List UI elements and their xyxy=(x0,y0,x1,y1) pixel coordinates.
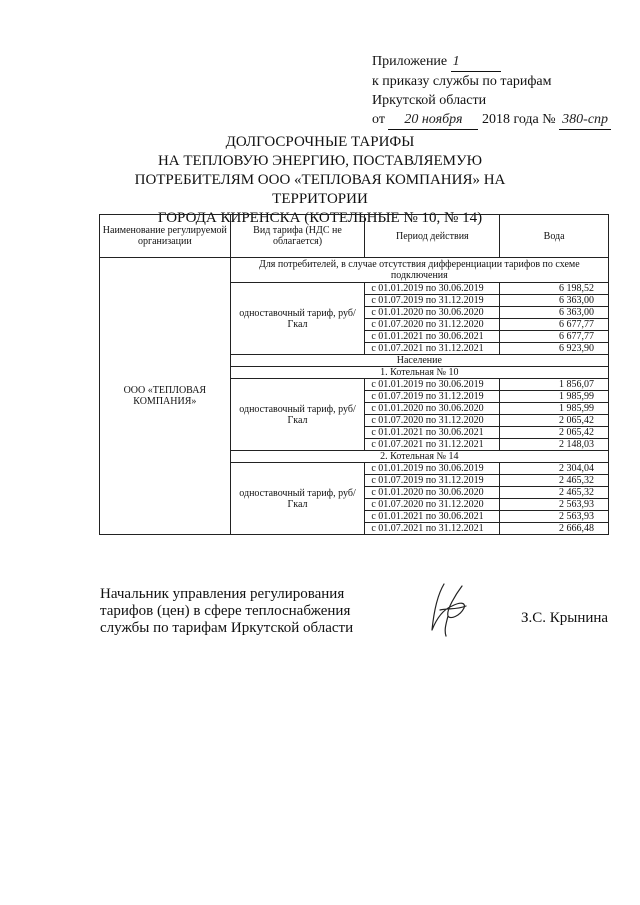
value-cell: 2 465,32 xyxy=(500,487,609,499)
order-number-handwritten: 380-спр xyxy=(559,110,611,130)
value-cell: 2 304,04 xyxy=(500,463,609,475)
order-date-handwritten: 20 ноября xyxy=(388,110,478,130)
value-cell: 6 677,77 xyxy=(500,319,609,331)
table-header-row xyxy=(100,215,609,258)
value-cell: 6 677,77 xyxy=(500,331,609,343)
tariff-type-cell: одноставочный тариф, руб/Гкал xyxy=(230,379,365,451)
section-boiler-14: 2. Котельная № 14 xyxy=(230,451,608,463)
period-cell: с 01.01.2020 по 30.06.2020 xyxy=(365,487,500,499)
period-cell: с 01.01.2020 по 30.06.2020 xyxy=(365,307,500,319)
table-row xyxy=(100,258,609,283)
appendix-number-handwritten: 1 xyxy=(451,52,501,72)
appendix-line-2: к приказу службы по тарифам xyxy=(372,74,552,89)
signer-name: З.С. Крынина xyxy=(521,610,609,626)
appendix-line-1 xyxy=(372,52,611,72)
value-cell: 2 148,03 xyxy=(500,439,609,451)
title-line-2: НА ТЕПЛОВУЮ ЭНЕРГИЮ, ПОСТАВЛЯЕМУЮ xyxy=(157,153,483,169)
position-line-2: тарифов (цен) в сфере теплоснабжения xyxy=(100,603,351,619)
period-cell: с 01.07.2021 по 31.12.2021 xyxy=(365,523,500,535)
appendix-line-4 xyxy=(372,110,611,130)
period-cell: с 01.07.2019 по 31.12.2019 xyxy=(365,391,500,403)
from-label: от xyxy=(372,112,385,127)
handwritten-signature xyxy=(422,580,472,638)
position-line-1: Начальник управления регулирования xyxy=(100,586,345,602)
value-cell: 6 923,90 xyxy=(500,343,609,355)
value-cell: 2 563,93 xyxy=(500,511,609,523)
value-cell: 6 363,00 xyxy=(500,295,609,307)
title-line-1: ДОЛГОСРОЧНЫЕ ТАРИФЫ xyxy=(225,134,415,150)
period-cell: с 01.07.2021 по 31.12.2021 xyxy=(365,439,500,451)
header-water: Вода xyxy=(500,215,609,258)
value-cell: 2 065,42 xyxy=(500,415,609,427)
value-cell: 6 363,00 xyxy=(500,307,609,319)
tariffs-table xyxy=(99,214,609,535)
period-cell: с 01.07.2020 по 31.12.2020 xyxy=(365,319,500,331)
period-cell: с 01.07.2020 по 31.12.2020 xyxy=(365,415,500,427)
section-population: Население xyxy=(230,355,608,367)
signatory-position xyxy=(100,586,353,637)
period-cell: с 01.01.2020 по 30.06.2020 xyxy=(365,403,500,415)
period-cell: с 01.01.2019 по 30.06.2019 xyxy=(365,283,500,295)
period-cell: с 01.01.2021 по 30.06.2021 xyxy=(365,511,500,523)
period-cell: с 01.01.2019 по 30.06.2019 xyxy=(365,379,500,391)
period-cell: с 01.07.2021 по 31.12.2021 xyxy=(365,343,500,355)
period-cell: с 01.01.2021 по 30.06.2021 xyxy=(365,427,500,439)
header-period: Период действия xyxy=(365,215,500,258)
title-line-3: ПОТРЕБИТЕЛЯМ ООО «ТЕПЛОВАЯ КОМПАНИЯ» НА ТЕРРИТОРИИ xyxy=(134,172,506,207)
appendix-label: Приложение xyxy=(372,54,448,69)
period-cell: с 01.07.2019 по 31.12.2019 xyxy=(365,475,500,487)
value-cell: 2 065,42 xyxy=(500,427,609,439)
order-year-text: 2018 года № xyxy=(481,112,556,127)
section-no-differentiation: Для потребителей, в случае отсутствия дифференциации тарифов по схеме подключения xyxy=(230,258,608,283)
org-name-cell: ООО «ТЕПЛОВАЯ КОМПАНИЯ» xyxy=(100,258,231,535)
value-cell: 2 563,93 xyxy=(500,499,609,511)
title-line-4: ГОРОДА КИРЕНСКА (КОТЕЛЬНЫЕ № 10, № 14) xyxy=(157,210,483,226)
period-cell: с 01.07.2019 по 31.12.2019 xyxy=(365,295,500,307)
value-cell: 1 856,07 xyxy=(500,379,609,391)
value-cell: 1 985,99 xyxy=(500,403,609,415)
period-cell: с 01.07.2020 по 31.12.2020 xyxy=(365,499,500,511)
value-cell: 1 985,99 xyxy=(500,391,609,403)
section-boiler-10: 1. Котельная № 10 xyxy=(230,367,608,379)
value-cell: 2 465,32 xyxy=(500,475,609,487)
appendix-header xyxy=(372,52,611,130)
appendix-line-3: Иркутской области xyxy=(372,93,487,108)
period-cell: с 01.01.2019 по 30.06.2019 xyxy=(365,463,500,475)
header-org: Наименование регулируемой организации xyxy=(100,215,231,258)
value-cell: 6 198,52 xyxy=(500,283,609,295)
header-tariff-type: Вид тарифа (НДС не облагается) xyxy=(230,215,365,258)
tariff-type-cell: одноставочный тариф, руб/Гкал xyxy=(230,463,365,535)
period-cell: с 01.01.2021 по 30.06.2021 xyxy=(365,331,500,343)
tariff-type-cell: одноставочный тариф, руб/Гкал xyxy=(230,283,365,355)
value-cell: 2 666,48 xyxy=(500,523,609,535)
position-line-3: службы по тарифам Иркутской области xyxy=(100,620,354,636)
